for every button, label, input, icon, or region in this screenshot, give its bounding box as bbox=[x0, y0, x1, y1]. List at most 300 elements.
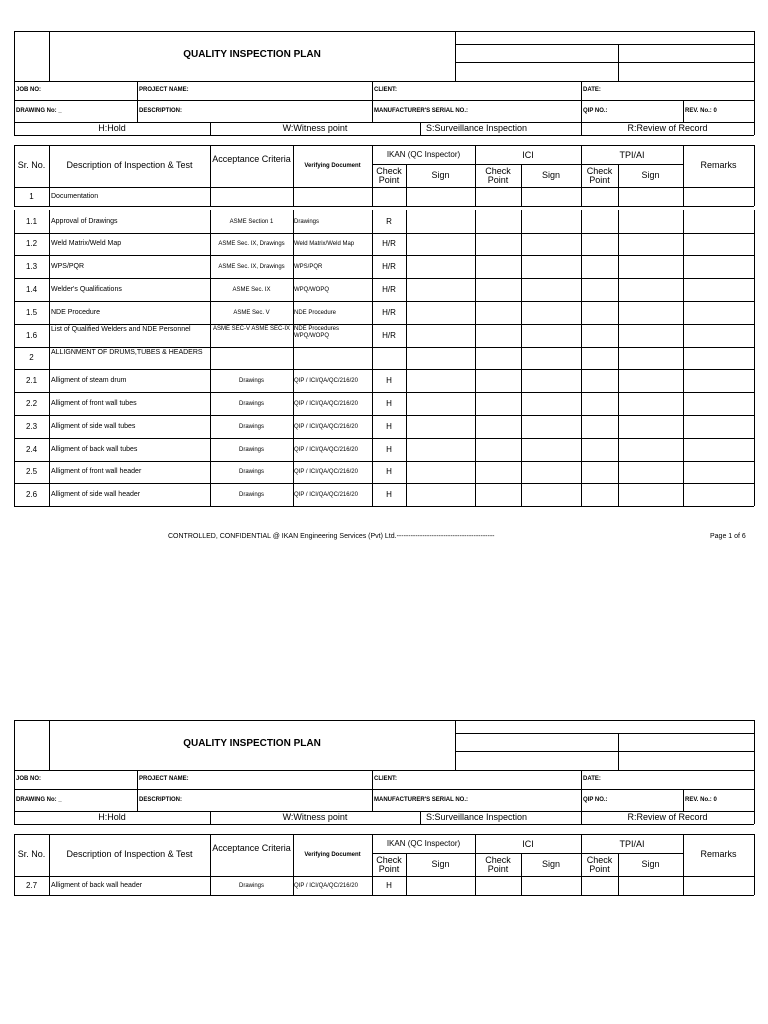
row-sr-no: 2.5 bbox=[25, 467, 38, 476]
grid-line bbox=[372, 853, 683, 854]
row-verifying-doc: QIP / ICI/QA/QC/216/20 bbox=[294, 491, 358, 498]
grid-line bbox=[49, 233, 50, 255]
grid-line bbox=[406, 187, 407, 206]
grid-line bbox=[14, 255, 754, 256]
rev-no-label: REV. No.: 0 bbox=[685, 797, 717, 803]
grid-line bbox=[683, 483, 684, 506]
row-verifying-doc: QIP / ICI/QA/QC/216/20 bbox=[294, 882, 358, 889]
grid-line bbox=[754, 255, 755, 278]
grid-line bbox=[754, 483, 755, 506]
grid-line bbox=[14, 233, 754, 234]
grid-line bbox=[14, 369, 754, 370]
grid-line bbox=[455, 733, 754, 734]
grid-line bbox=[754, 81, 755, 135]
grid-line bbox=[49, 876, 50, 895]
grid-line bbox=[683, 347, 684, 369]
grid-line bbox=[14, 31, 754, 32]
grid-line bbox=[14, 834, 754, 835]
col-sr-no: Sr. No. bbox=[17, 160, 46, 170]
grid-line bbox=[137, 81, 138, 122]
grid-line bbox=[618, 392, 619, 415]
grid-line bbox=[406, 876, 407, 895]
grid-line bbox=[210, 187, 211, 206]
grid-line bbox=[683, 255, 684, 278]
grid-line bbox=[618, 233, 619, 255]
row-sr-no: 2.1 bbox=[25, 375, 38, 385]
row-verifying-doc: WPS/PQR bbox=[294, 263, 323, 270]
description-label: DESCRIPTION: bbox=[139, 797, 183, 803]
grid-line bbox=[683, 438, 684, 461]
row-description: Approval of Drawings bbox=[51, 217, 118, 225]
grid-line bbox=[581, 438, 582, 461]
row-check-point: H bbox=[386, 421, 392, 431]
grid-line bbox=[49, 301, 50, 324]
grid-line bbox=[14, 895, 754, 896]
grid-line bbox=[754, 415, 755, 438]
row-acceptance: ASME Section 1 bbox=[229, 218, 274, 225]
grid-line bbox=[49, 392, 50, 415]
grid-line bbox=[475, 255, 476, 278]
grid-line bbox=[581, 187, 582, 206]
legend-surveillance: S:Surveillance Inspection bbox=[425, 812, 528, 822]
col-check-point: Check Point bbox=[485, 166, 511, 186]
grid-line bbox=[372, 347, 373, 369]
grid-line bbox=[475, 438, 476, 461]
grid-line bbox=[618, 301, 619, 324]
project-name-label: PROJECT NAME: bbox=[139, 87, 189, 93]
grid-line bbox=[754, 187, 755, 206]
row-verifying-doc: QIP / ICI/QA/QC/216/20 bbox=[294, 469, 358, 475]
row-verifying-doc: QIP / ICI/QA/QC/216/20 bbox=[294, 377, 358, 384]
row-check-point: H bbox=[386, 467, 392, 476]
row-verifying-doc: QIP / ICI/QA/QC/216/20 bbox=[294, 423, 358, 430]
grid-line bbox=[406, 210, 407, 233]
grid-line bbox=[521, 876, 522, 895]
grid-line bbox=[475, 278, 476, 301]
grid-line bbox=[521, 347, 522, 369]
grid-line bbox=[475, 347, 476, 369]
grid-line bbox=[683, 415, 684, 438]
grid-line bbox=[521, 392, 522, 415]
grid-line bbox=[754, 834, 755, 876]
row-description: Documentation bbox=[51, 192, 99, 200]
grid-line bbox=[683, 461, 684, 483]
row-sr-no: 1.1 bbox=[25, 216, 38, 226]
grid-line bbox=[683, 100, 684, 122]
col-remarks: Remarks bbox=[700, 849, 737, 859]
grid-line bbox=[754, 31, 755, 81]
row-sr-no: 1.3 bbox=[25, 261, 38, 271]
grid-line bbox=[14, 301, 754, 302]
row-verifying-doc: Drawings bbox=[294, 218, 320, 225]
grid-line bbox=[406, 438, 407, 461]
col-sign: Sign bbox=[541, 859, 560, 869]
row-acceptance: ASME Sec. IX, Drawings bbox=[218, 263, 285, 270]
job-no-label: JOB NO: bbox=[16, 87, 42, 93]
row-acceptance: ASME Sec. IX bbox=[232, 286, 271, 293]
grid-line bbox=[406, 461, 407, 483]
grid-line bbox=[475, 392, 476, 415]
row-sr-no: 1.5 bbox=[25, 307, 38, 317]
grid-line bbox=[581, 347, 582, 369]
row-acceptance: Drawings bbox=[238, 446, 264, 453]
grid-line bbox=[49, 278, 50, 301]
row-description: Alligment of side wall header bbox=[51, 490, 141, 498]
legend-witness: W:Witness point bbox=[282, 812, 348, 822]
grid-line bbox=[406, 255, 407, 278]
grid-line bbox=[14, 100, 754, 101]
grid-line bbox=[14, 187, 754, 188]
grid-line bbox=[406, 233, 407, 255]
grid-line bbox=[754, 278, 755, 301]
grid-line bbox=[618, 461, 619, 483]
grid-line bbox=[293, 187, 294, 206]
grid-line bbox=[754, 392, 755, 415]
grid-line bbox=[754, 876, 755, 895]
row-acceptance: Drawings bbox=[238, 882, 264, 889]
grid-line bbox=[521, 461, 522, 483]
grid-line bbox=[475, 187, 476, 206]
grid-line bbox=[521, 301, 522, 324]
grid-line bbox=[14, 31, 15, 81]
grid-line bbox=[49, 324, 50, 347]
grid-line bbox=[754, 720, 755, 770]
col-check-point: Check Point bbox=[376, 166, 402, 186]
legend-hold: H:Hold bbox=[98, 812, 126, 822]
grid-line bbox=[618, 415, 619, 438]
page-number: Page 1 of 6 bbox=[710, 533, 746, 540]
col-check-point: Check Point bbox=[586, 166, 613, 186]
grid-line bbox=[581, 255, 582, 278]
grid-line bbox=[14, 324, 754, 325]
row-check-point: H/R bbox=[382, 284, 396, 294]
client-label: CLIENT: bbox=[374, 776, 397, 782]
grid-line bbox=[14, 770, 754, 771]
page-title: QUALITY INSPECTION PLAN bbox=[183, 738, 321, 749]
serial-no-label: MANUFACTURER'S SERIAL NO.: bbox=[374, 797, 468, 803]
grid-line bbox=[521, 369, 522, 392]
grid-line bbox=[581, 210, 582, 233]
grid-line bbox=[581, 483, 582, 506]
col-check-point: Check Point bbox=[586, 855, 613, 875]
row-check-point: H bbox=[386, 880, 392, 890]
grid-line bbox=[521, 255, 522, 278]
grid-line bbox=[754, 324, 755, 347]
row-acceptance: Drawings bbox=[238, 423, 264, 430]
grid-line bbox=[372, 187, 373, 206]
grid-line bbox=[14, 415, 754, 416]
grid-line bbox=[210, 145, 211, 187]
grid-line bbox=[581, 392, 582, 415]
grid-line bbox=[521, 187, 522, 206]
grid-line bbox=[521, 210, 522, 233]
grid-line bbox=[14, 789, 754, 790]
grid-line bbox=[581, 369, 582, 392]
grid-line bbox=[455, 751, 754, 752]
row-verifying-doc: QIP / ICI/QA/QC/216/20 bbox=[294, 400, 358, 407]
grid-line bbox=[618, 347, 619, 369]
grid-line bbox=[581, 461, 582, 483]
row-check-point: H/R bbox=[382, 307, 396, 317]
grid-line bbox=[581, 81, 582, 122]
description-label: DESCRIPTION: bbox=[139, 108, 183, 114]
row-description: WPS/PQR bbox=[51, 262, 85, 270]
row-acceptance: Drawings bbox=[238, 469, 264, 475]
row-sr-no: 2.6 bbox=[25, 489, 38, 499]
grid-line bbox=[14, 206, 754, 207]
row-description: Alligment of front wall header bbox=[51, 468, 142, 475]
col-ikan: IKAN (QC Inspector) bbox=[386, 150, 461, 159]
col-verifying: Verifying Document bbox=[304, 852, 361, 858]
grid-line bbox=[683, 876, 684, 895]
row-sr-no: 1.4 bbox=[25, 284, 38, 294]
grid-line bbox=[754, 210, 755, 233]
row-verifying-doc: NDE Procedures WPQ/WOPQ bbox=[294, 326, 340, 339]
row-description: NDE Procedure bbox=[51, 308, 101, 316]
grid-line bbox=[372, 770, 373, 811]
grid-line bbox=[14, 135, 754, 136]
footer-text: CONTROLLED, CONFIDENTIAL @ IKAN Engineering Services (Pvt) Ltd.------------------------------------------ bbox=[168, 533, 495, 540]
grid-line bbox=[49, 483, 50, 506]
row-sr-no: 1 bbox=[29, 191, 34, 201]
grid-line bbox=[14, 720, 15, 770]
row-check-point: H bbox=[386, 398, 392, 408]
grid-line bbox=[754, 145, 755, 187]
grid-line bbox=[49, 255, 50, 278]
grid-line bbox=[406, 369, 407, 392]
client-label: CLIENT: bbox=[374, 87, 397, 93]
legend-witness: W:Witness point bbox=[282, 123, 348, 133]
row-acceptance: ASME Sec. V bbox=[233, 309, 270, 316]
col-tpi: TPI/AI bbox=[619, 150, 645, 160]
row-sr-no: 1.6 bbox=[25, 330, 38, 340]
grid-line bbox=[14, 483, 754, 484]
rev-no-label: REV. No.: 0 bbox=[685, 108, 717, 114]
grid-line bbox=[14, 720, 754, 721]
row-sr-no: 2.3 bbox=[25, 421, 38, 431]
row-verifying-doc: QIP / ICI/QA/QC/216/20 bbox=[294, 446, 358, 453]
grid-line bbox=[683, 324, 684, 347]
row-description: Alligment of back wall tubes bbox=[51, 445, 138, 453]
row-description: Alligment of steam drum bbox=[51, 376, 127, 384]
grid-line bbox=[683, 789, 684, 811]
row-description: Alligment of front wall tubes bbox=[51, 399, 137, 407]
grid-line bbox=[210, 347, 211, 369]
col-ikan: IKAN (QC Inspector) bbox=[386, 839, 461, 848]
row-check-point: H bbox=[386, 375, 392, 385]
grid-line bbox=[754, 770, 755, 824]
grid-line bbox=[754, 301, 755, 324]
grid-line bbox=[475, 324, 476, 347]
grid-line bbox=[581, 415, 582, 438]
grid-line bbox=[521, 438, 522, 461]
row-verifying-doc: Weld Matrix/Weld Map bbox=[294, 241, 355, 247]
row-verifying-doc: WPQ/WOPQ bbox=[294, 286, 329, 293]
grid-line bbox=[406, 415, 407, 438]
legend-hold: H:Hold bbox=[98, 123, 126, 133]
grid-line bbox=[475, 415, 476, 438]
serial-no-label: MANUFACTURER'S SERIAL NO.: bbox=[374, 108, 468, 114]
row-description: Welder's Qualifications bbox=[51, 285, 122, 293]
grid-line bbox=[618, 876, 619, 895]
col-sr-no: Sr. No. bbox=[17, 849, 46, 859]
grid-line bbox=[581, 876, 582, 895]
grid-line bbox=[618, 255, 619, 278]
grid-line bbox=[683, 301, 684, 324]
col-check-point: Check Point bbox=[485, 855, 511, 875]
row-description: ALLIGNMENT OF DRUMS,TUBES & HEADERS bbox=[51, 349, 203, 356]
grid-line bbox=[406, 483, 407, 506]
grid-line bbox=[521, 483, 522, 506]
qip-no-label: QIP NO.: bbox=[583, 797, 608, 803]
legend-review: R:Review of Record bbox=[627, 123, 708, 133]
col-verifying: Verifying Document bbox=[304, 163, 361, 169]
grid-line bbox=[210, 834, 211, 876]
grid-line bbox=[293, 347, 294, 369]
row-check-point: H/R bbox=[382, 330, 396, 340]
row-acceptance: Drawings bbox=[238, 491, 264, 498]
row-description: Weld Matrix/Weld Map bbox=[51, 240, 122, 247]
grid-line bbox=[14, 438, 754, 439]
legend-surveillance: S:Surveillance Inspection bbox=[425, 123, 528, 133]
grid-line bbox=[618, 483, 619, 506]
row-description: List of Qualified Welders and NDE Personnel bbox=[51, 326, 191, 333]
col-sign: Sign bbox=[641, 170, 660, 180]
qip-no-label: QIP NO.: bbox=[583, 108, 608, 114]
grid-line bbox=[49, 415, 50, 438]
grid-line bbox=[683, 392, 684, 415]
row-check-point: H/R bbox=[382, 239, 396, 248]
col-sign: Sign bbox=[431, 859, 450, 869]
grid-line bbox=[683, 187, 684, 206]
grid-line bbox=[49, 461, 50, 483]
date-label: DATE: bbox=[583, 776, 601, 782]
grid-line bbox=[683, 369, 684, 392]
grid-line bbox=[475, 233, 476, 255]
grid-line bbox=[14, 824, 754, 825]
grid-line bbox=[49, 210, 50, 233]
row-acceptance: ASME Sec. IX, Drawings bbox=[218, 241, 285, 247]
grid-line bbox=[754, 461, 755, 483]
grid-line bbox=[49, 369, 50, 392]
grid-line bbox=[455, 62, 754, 63]
col-check-point: Check Point bbox=[376, 855, 402, 875]
grid-line bbox=[475, 369, 476, 392]
grid-line bbox=[618, 324, 619, 347]
col-acceptance: Acceptance Criteria bbox=[212, 154, 291, 164]
col-acceptance: Acceptance Criteria bbox=[212, 843, 291, 853]
grid-line bbox=[581, 278, 582, 301]
col-sign: Sign bbox=[431, 170, 450, 180]
grid-line bbox=[581, 324, 582, 347]
col-ici: ICI bbox=[522, 839, 534, 849]
grid-line bbox=[475, 483, 476, 506]
col-tpi: TPI/AI bbox=[619, 839, 645, 849]
grid-line bbox=[406, 392, 407, 415]
grid-line bbox=[406, 301, 407, 324]
grid-line bbox=[372, 164, 683, 165]
grid-line bbox=[475, 210, 476, 233]
row-sr-no: 2 bbox=[29, 353, 34, 362]
grid-line bbox=[455, 31, 456, 81]
grid-line bbox=[49, 347, 50, 369]
grid-line bbox=[455, 720, 456, 770]
grid-line bbox=[521, 233, 522, 255]
legend-review: R:Review of Record bbox=[627, 812, 708, 822]
grid-line bbox=[14, 506, 754, 507]
grid-line bbox=[406, 278, 407, 301]
grid-line bbox=[475, 461, 476, 483]
grid-line bbox=[475, 876, 476, 895]
grid-line bbox=[754, 233, 755, 255]
grid-line bbox=[475, 301, 476, 324]
grid-line bbox=[618, 369, 619, 392]
grid-line bbox=[14, 461, 754, 462]
grid-line bbox=[14, 81, 754, 82]
row-sr-no: 2.7 bbox=[25, 880, 38, 890]
row-acceptance: ASME SEC-V ASME SEC-IX bbox=[212, 326, 291, 332]
col-sign: Sign bbox=[641, 859, 660, 869]
grid-line bbox=[455, 44, 754, 45]
col-ici: ICI bbox=[522, 150, 534, 160]
grid-line bbox=[581, 770, 582, 811]
row-description: Alligment of back wall header bbox=[51, 881, 143, 889]
grid-line bbox=[14, 392, 754, 393]
page-title: QUALITY INSPECTION PLAN bbox=[183, 49, 321, 60]
grid-line bbox=[618, 187, 619, 206]
row-sr-no: 2.4 bbox=[25, 444, 38, 454]
row-description: Alligment of side wall tubes bbox=[51, 422, 136, 430]
grid-line bbox=[521, 324, 522, 347]
drawing-no-label: DRAWING No: _ bbox=[16, 108, 62, 114]
grid-line bbox=[683, 233, 684, 255]
job-no-label: JOB NO: bbox=[16, 776, 42, 782]
row-check-point: H bbox=[386, 489, 392, 499]
col-remarks: Remarks bbox=[700, 160, 737, 170]
row-sr-no: 2.2 bbox=[25, 398, 38, 408]
grid-line bbox=[521, 278, 522, 301]
row-check-point: H/R bbox=[382, 261, 396, 271]
grid-line bbox=[683, 210, 684, 233]
grid-line bbox=[521, 415, 522, 438]
col-description: Description of Inspection & Test bbox=[66, 849, 193, 859]
grid-line bbox=[754, 369, 755, 392]
grid-line bbox=[618, 438, 619, 461]
grid-line bbox=[618, 210, 619, 233]
col-description: Description of Inspection & Test bbox=[66, 160, 193, 170]
row-sr-no: 1.2 bbox=[25, 239, 38, 248]
grid-line bbox=[754, 438, 755, 461]
grid-line bbox=[581, 233, 582, 255]
grid-line bbox=[581, 301, 582, 324]
drawing-no-label: DRAWING No: _ bbox=[16, 797, 62, 803]
row-check-point: R bbox=[386, 216, 392, 226]
row-acceptance: Drawings bbox=[238, 400, 264, 407]
row-acceptance: Drawings bbox=[238, 377, 264, 384]
grid-line bbox=[14, 876, 754, 877]
grid-line bbox=[754, 347, 755, 369]
grid-line bbox=[618, 278, 619, 301]
grid-line bbox=[14, 145, 754, 146]
grid-line bbox=[683, 278, 684, 301]
grid-line bbox=[49, 438, 50, 461]
grid-line bbox=[137, 770, 138, 811]
grid-line bbox=[372, 81, 373, 122]
grid-line bbox=[14, 278, 754, 279]
row-verifying-doc: NDE Procedure bbox=[294, 309, 337, 316]
col-sign: Sign bbox=[541, 170, 560, 180]
project-name-label: PROJECT NAME: bbox=[139, 776, 189, 782]
